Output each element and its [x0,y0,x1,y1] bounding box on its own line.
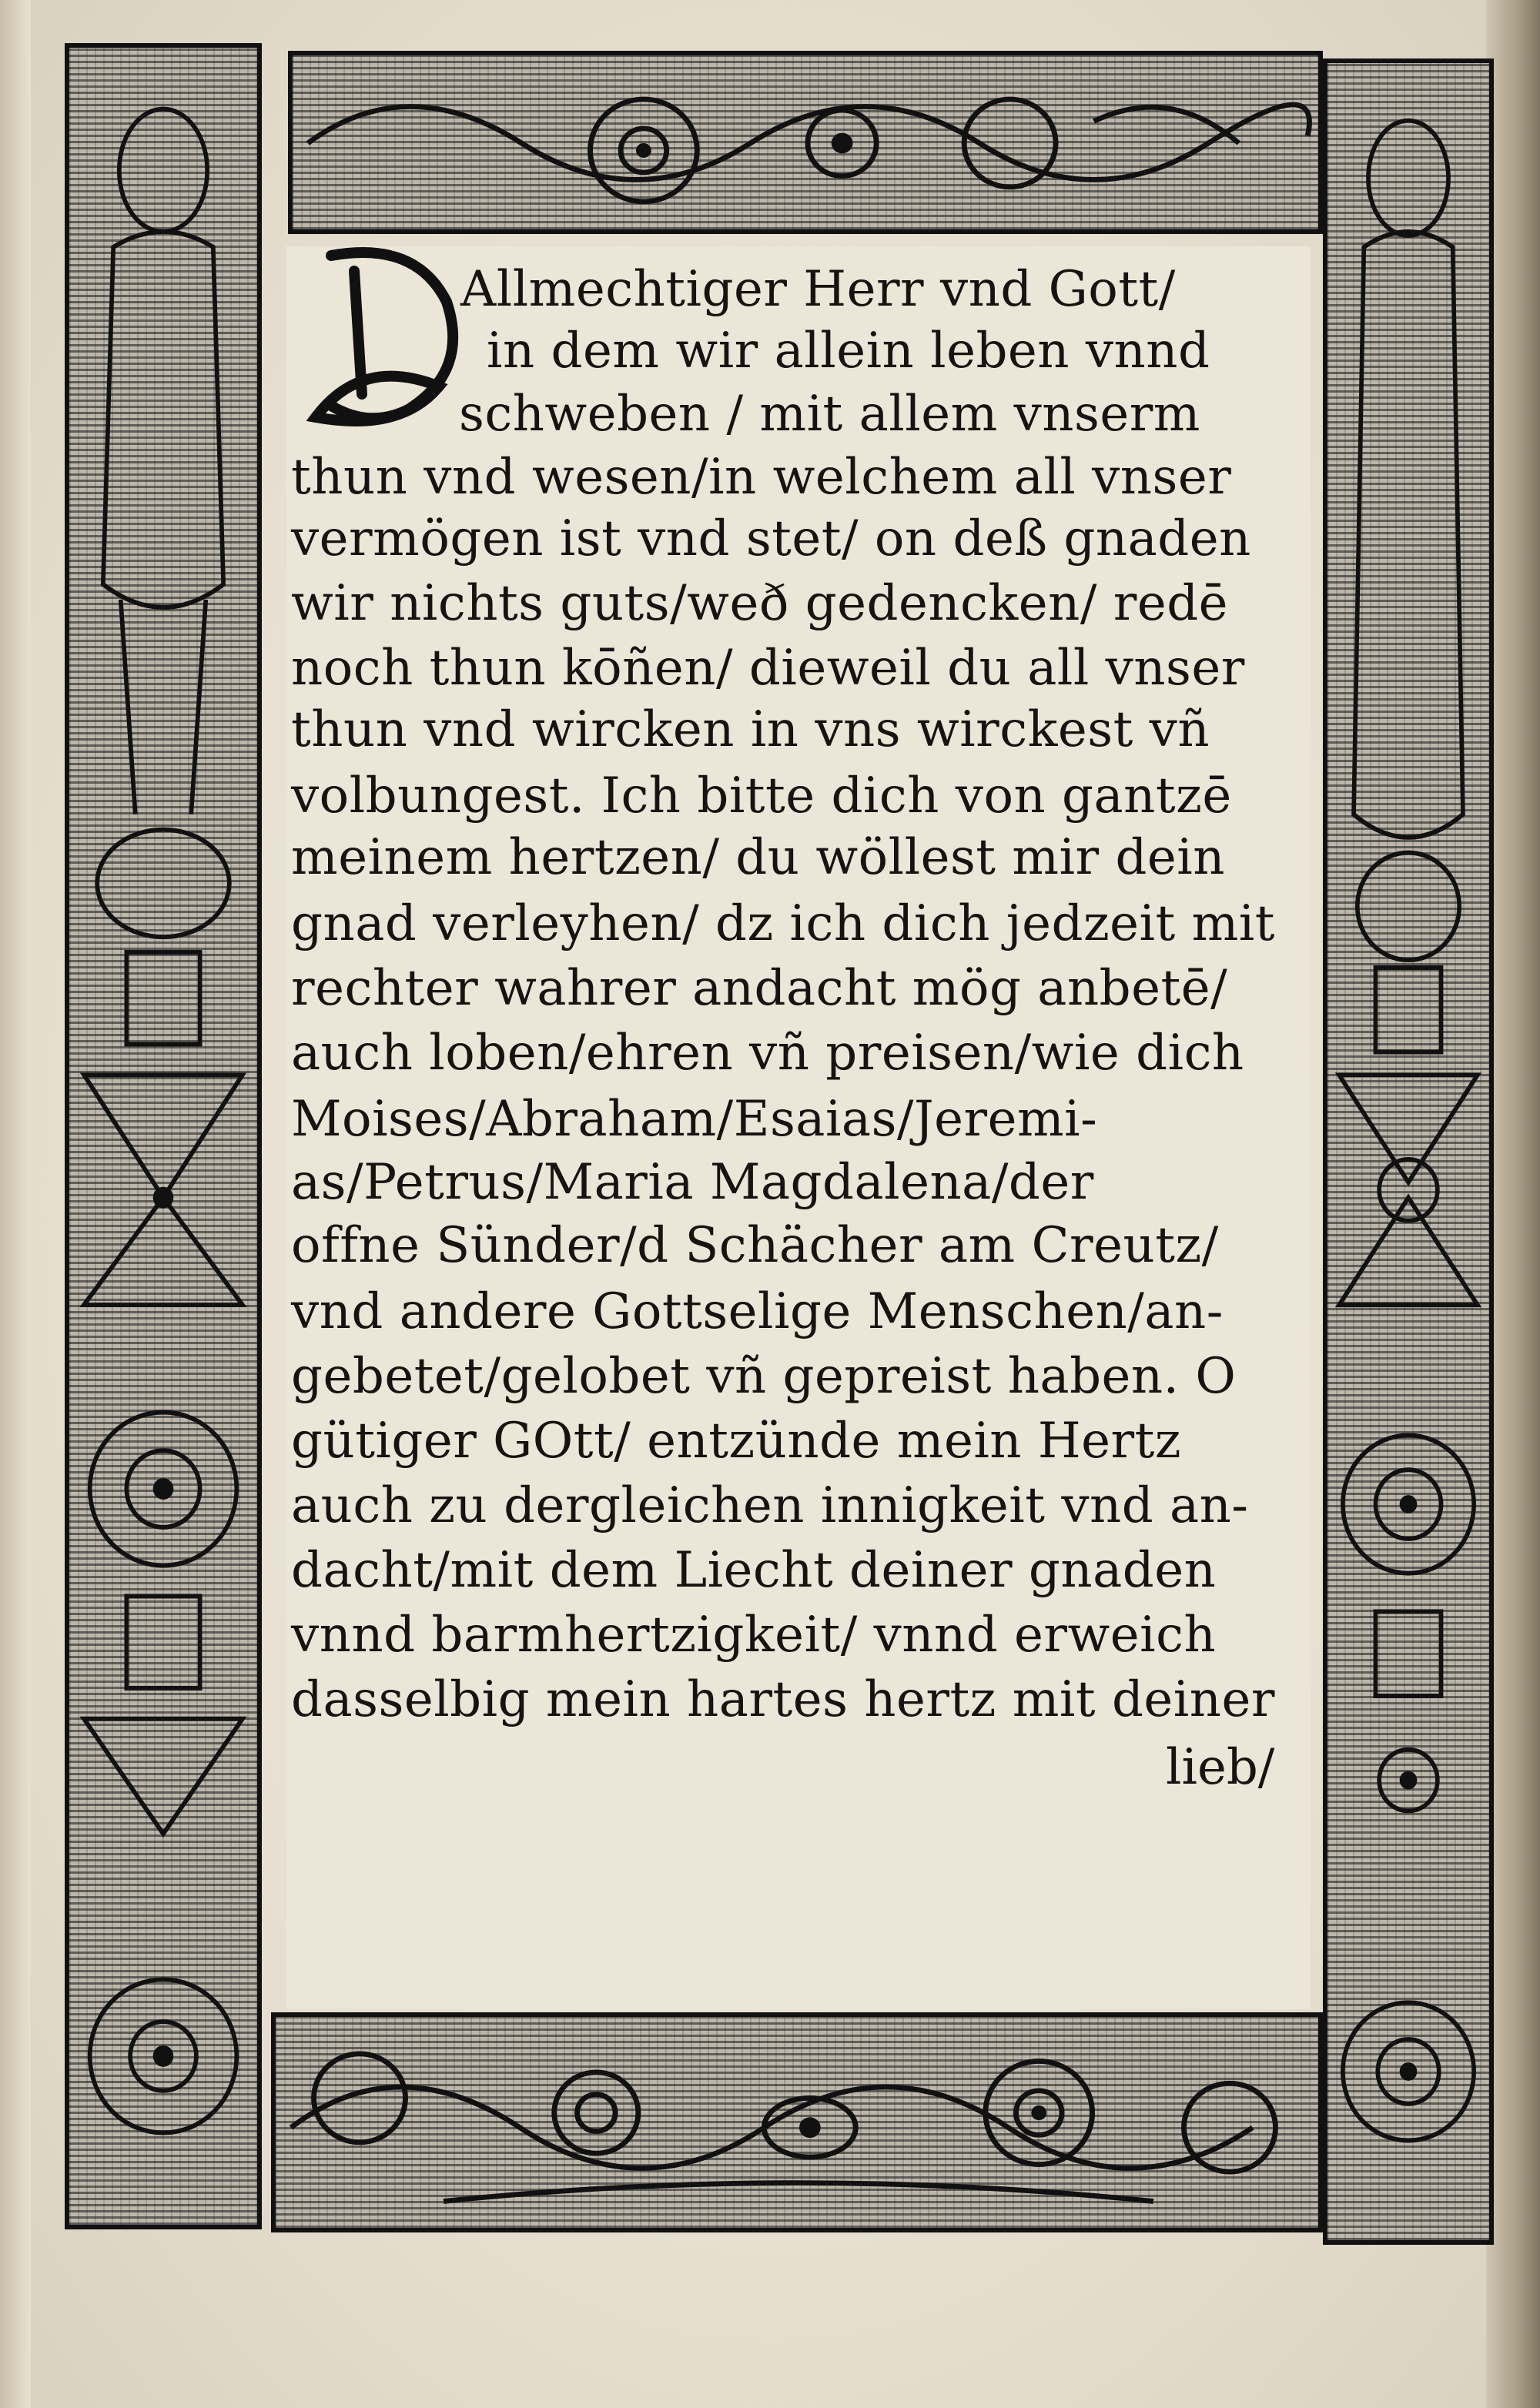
text-line: in dem wir allein leben vnnd [487,323,1210,380]
page-left-edge [0,0,31,2408]
decorated-initial [300,240,477,433]
catchword: lieb/ [1166,1739,1275,1796]
initial-letter-d [300,240,477,433]
text-line: gebetet/gelobet vñ gepreist haben. O [291,1348,1237,1405]
top-border-ornament [293,55,1318,229]
left-border-ornament [69,48,257,2225]
text-line: Moises/Abraham/Esaias/Jeremi- [291,1091,1098,1148]
text-line: vnnd barmhertzigkeit/ vnnd erweich [291,1607,1217,1664]
text-line: wir nichts guts/weð gedencken/ redē [291,575,1229,632]
text-line: thun vnd wesen/in welchem all vnser [291,449,1232,506]
text-line: auch zu dergleichen innigkeit vnd an- [291,1477,1249,1534]
text-line: schweben / mit allem vnserm [459,386,1200,443]
text-line: Allmechtiger Herr vnd Gott/ [460,261,1176,318]
text-line: noch thun kōñen/ dieweil du all vnser [291,640,1245,697]
bottom-woodcut-border [271,2012,1323,2232]
text-line: auch loben/ehren vñ preisen/wie dich [291,1025,1244,1082]
text-line: dasselbig mein hartes hertz mit deiner [291,1671,1275,1728]
text-line: volbungest. Ich bitte dich von gantzē [291,768,1232,824]
text-line: vnd andere Gottselige Menschen/an- [291,1283,1224,1340]
text-line: dacht/mit dem Liecht deiner gnaden [291,1542,1217,1599]
bottom-border-ornament [276,2017,1318,2228]
text-line: as/Petrus/Maria Magdalena/der [291,1154,1094,1211]
text-line: gnad verleyhen/ dz ich dich jedzeit mit [291,895,1275,952]
text-line: meinem hertzen/ du wöllest mir dein [291,829,1225,886]
text-line: thun vnd wircken in vns wirckest vñ [291,701,1210,758]
text-line: gütiger GOtt/ entzünde mein Hertz [291,1413,1182,1470]
text-line: offne Sünder/d Schächer am Creutz/ [291,1217,1219,1274]
text-line: rechter wahrer andacht mög anbetē/ [291,960,1228,1017]
left-woodcut-border [65,43,262,2229]
right-woodcut-border [1323,59,1494,2245]
right-border-ornament [1327,63,1489,2240]
book-gutter [1486,0,1540,2408]
text-line: vermögen ist vnd stet/ on deß gnaden [291,510,1251,567]
top-woodcut-border [288,51,1323,234]
